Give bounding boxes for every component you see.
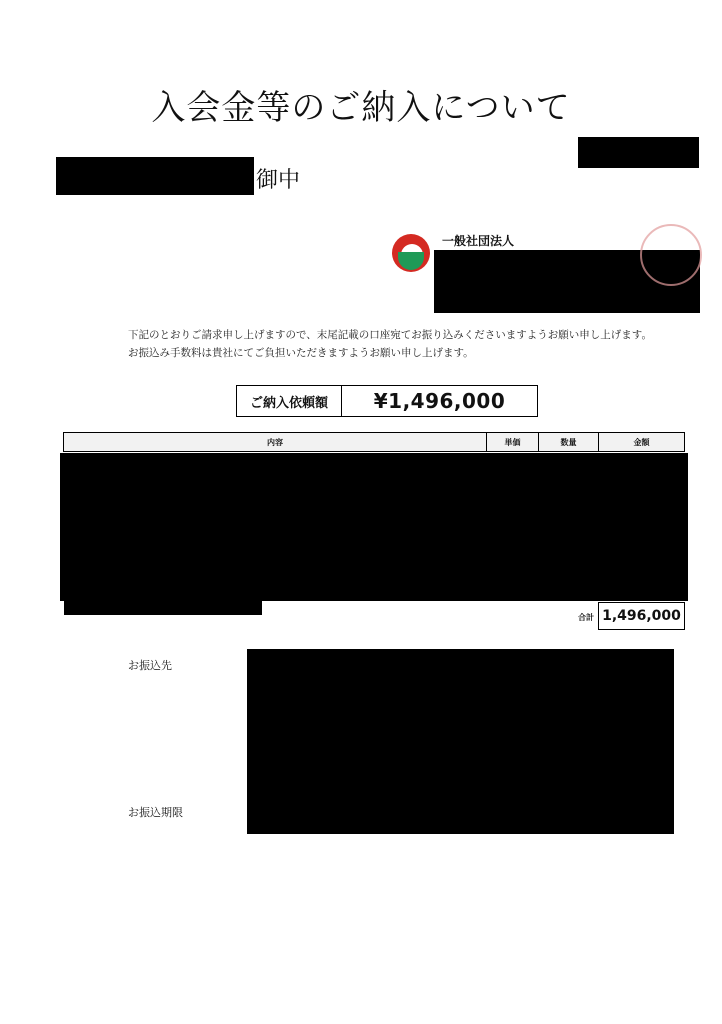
message-line-2: お振込み手数料は貴社にてご負担いただきますようお願い申し上げます。 bbox=[128, 347, 474, 359]
page-title: 入会金等のご納入について bbox=[151, 88, 571, 128]
recipient-suffix: 御中 bbox=[256, 168, 301, 193]
payment-destination-label: お振込先 bbox=[128, 659, 172, 672]
requested-amount-value: ¥1,496,000 bbox=[373, 389, 506, 413]
header-amount: 金額 bbox=[633, 437, 650, 447]
header-description: 内容 bbox=[64, 433, 487, 451]
message-line-1: 下記のとおりご請求申し上げますので、末尾記載の口座宛てお振り込みくださいますようお願い申し上げます。 bbox=[128, 329, 652, 341]
requested-amount-label: ご納入依頼額 bbox=[237, 386, 342, 416]
header-unit-price: 単価 bbox=[487, 433, 539, 451]
company-seal-icon bbox=[640, 224, 702, 286]
total-value: 1,496,000 bbox=[598, 602, 685, 630]
redacted-recipient-name bbox=[56, 157, 254, 195]
redacted-payment-details bbox=[247, 649, 674, 834]
payment-deadline-label: お振込期限 bbox=[128, 806, 183, 819]
header-quantity: 数量 bbox=[539, 433, 599, 451]
requested-amount-box bbox=[236, 385, 538, 417]
redacted-table-rows bbox=[60, 453, 688, 601]
redacted-table-note bbox=[64, 600, 262, 615]
table-header bbox=[63, 432, 685, 452]
total-label: 合計 bbox=[578, 613, 594, 622]
redacted-date bbox=[578, 137, 699, 168]
organization-logo-icon bbox=[392, 234, 430, 272]
issuer-org-type: 一般社団法人 bbox=[442, 234, 515, 248]
